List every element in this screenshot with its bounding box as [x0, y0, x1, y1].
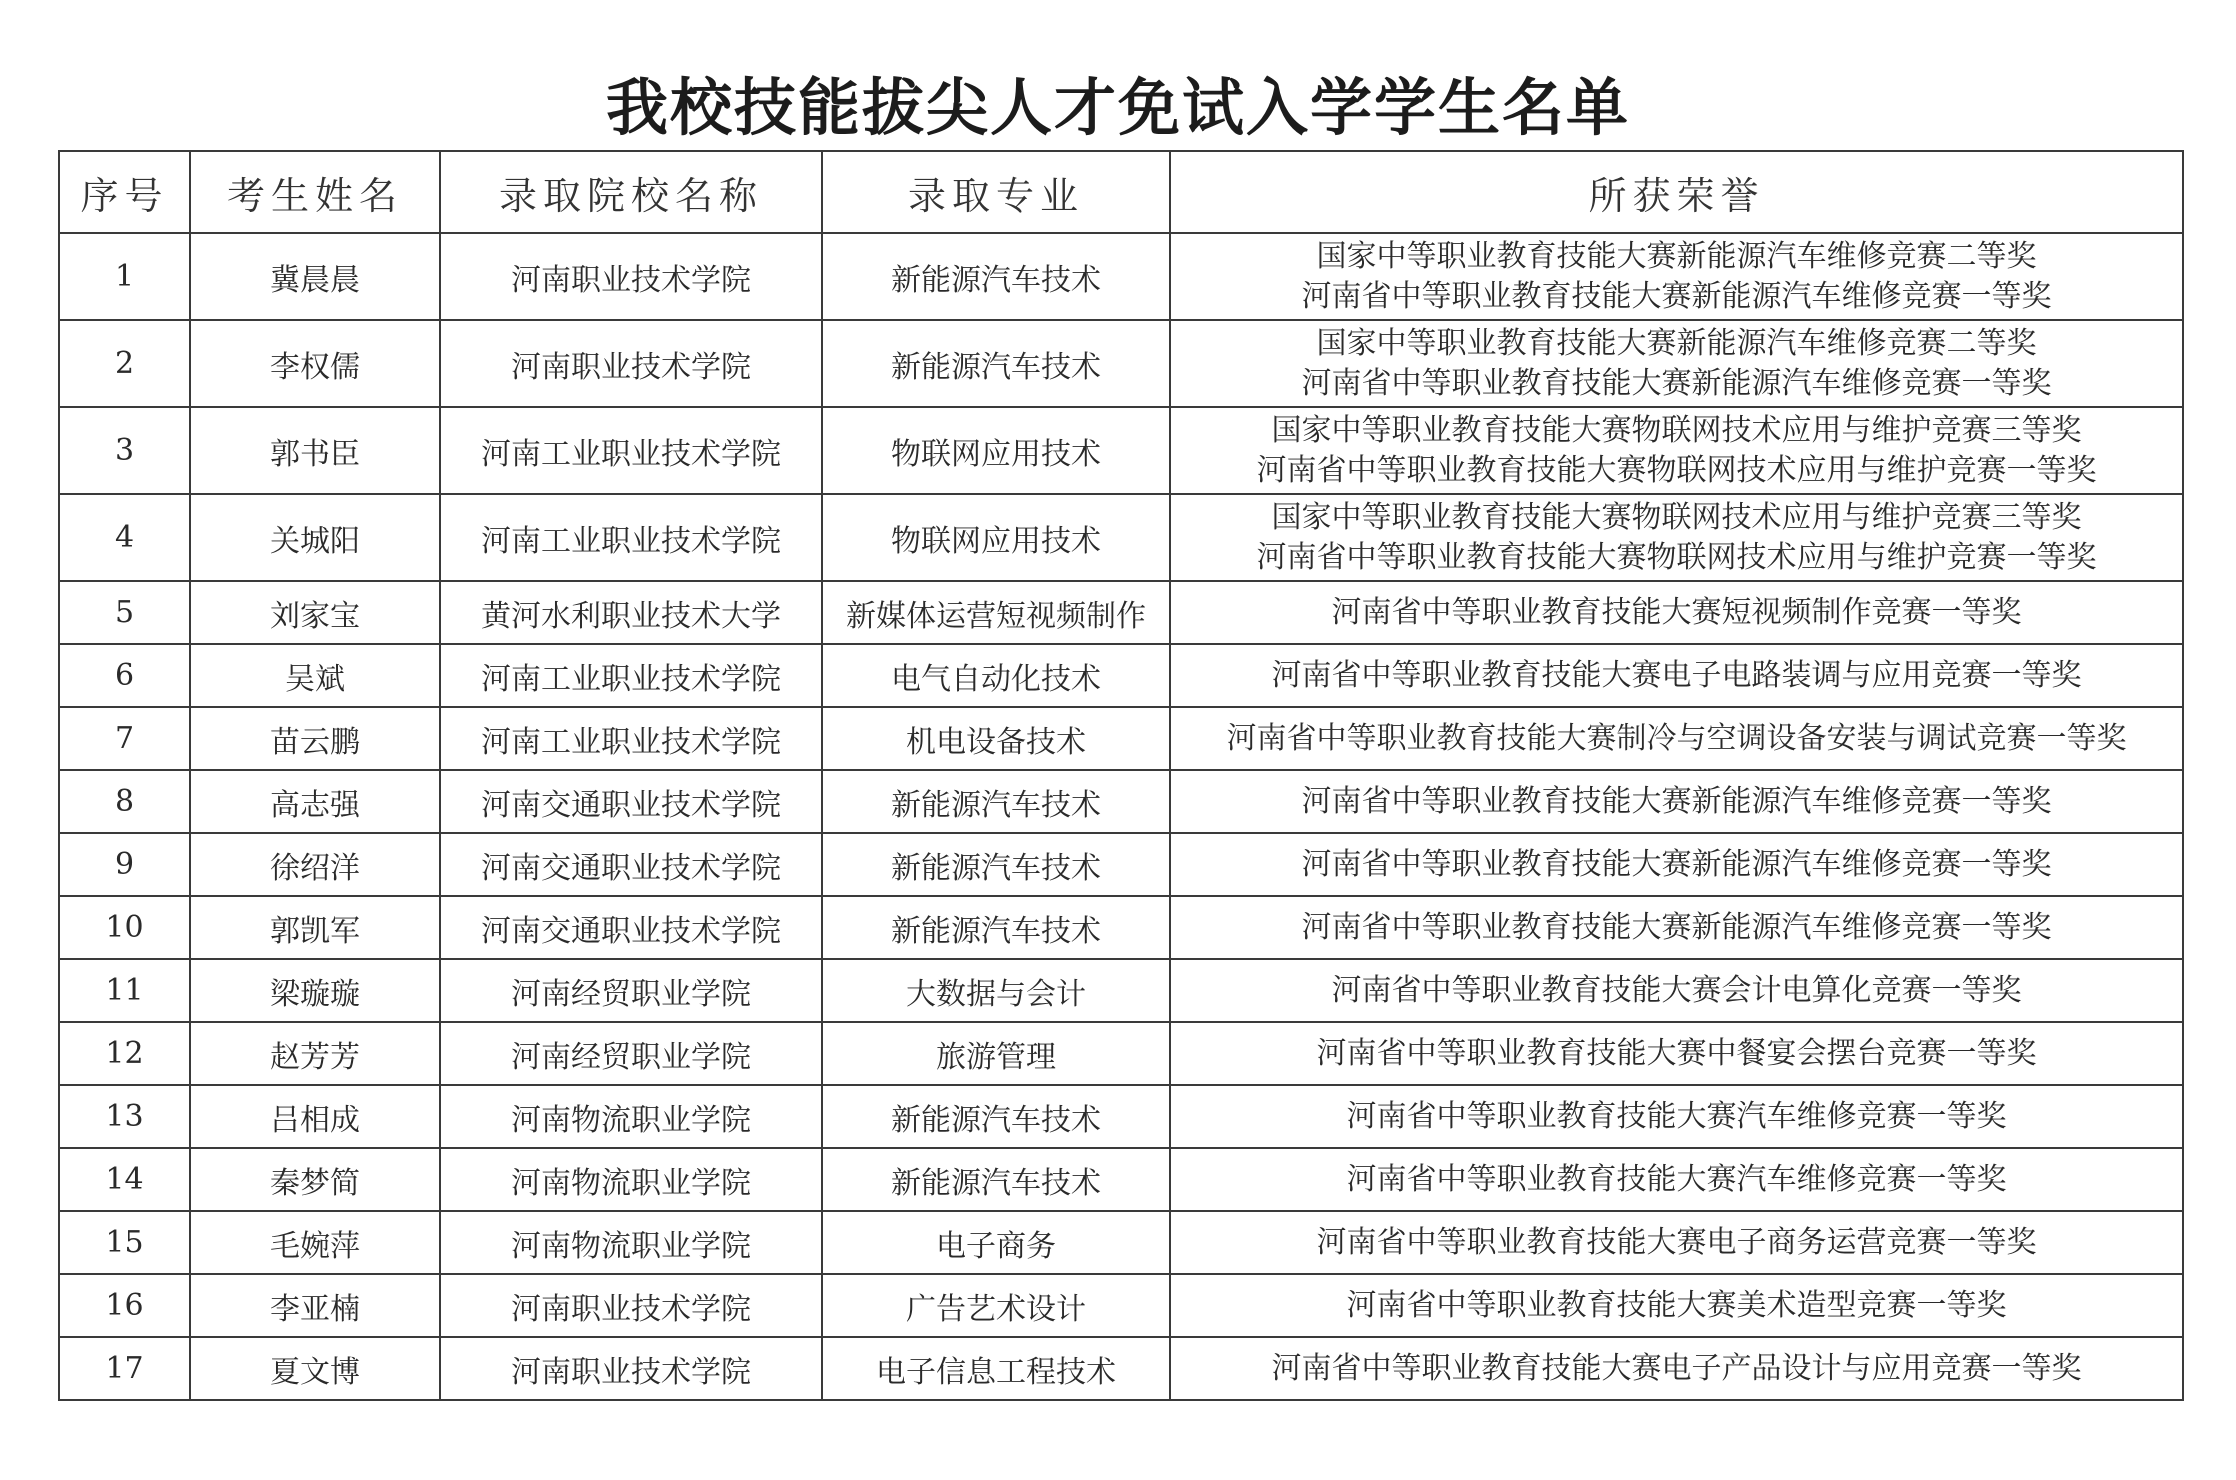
- cell-number: 7: [59, 707, 190, 770]
- cell-school: 河南经贸职业学院: [440, 1022, 822, 1085]
- page-title: 我校技能拔尖人才免试入学学生名单: [605, 71, 1630, 144]
- cell-number: 9: [59, 833, 190, 896]
- cell-major: 大数据与会计: [822, 959, 1170, 1022]
- cell-student-name: 郭书臣: [190, 407, 440, 494]
- cell-major: 新媒体运营短视频制作: [822, 581, 1170, 644]
- column-header-name: 考生姓名: [190, 151, 440, 233]
- cell-school: 河南职业技术学院: [440, 233, 822, 320]
- honor-line: 河南省中等职业教育技能大赛新能源汽车维修竞赛一等奖: [1301, 909, 2052, 945]
- cell-student-name: 李亚楠: [190, 1274, 440, 1337]
- cell-student-name: 冀晨晨: [190, 233, 440, 320]
- cell-school: 河南物流职业学院: [440, 1148, 822, 1211]
- cell-honors: [1170, 320, 2183, 407]
- honor-line: 河南省中等职业教育技能大赛新能源汽车维修竞赛一等奖: [1301, 783, 2052, 819]
- honor-line: 河南省中等职业教育技能大赛短视频制作竞赛一等奖: [1331, 594, 2022, 630]
- cell-student-name: 郭凯军: [190, 896, 440, 959]
- cell-major: 新能源汽车技术: [822, 1085, 1170, 1148]
- cell-number: 5: [59, 581, 190, 644]
- table-row: [59, 1022, 2183, 1085]
- cell-major: 电气自动化技术: [822, 644, 1170, 707]
- cell-major: 广告艺术设计: [822, 1274, 1170, 1337]
- cell-honors: [1170, 770, 2183, 833]
- honor-line: 国家中等职业教育技能大赛物联网技术应用与维护竞赛三等奖: [1271, 412, 2082, 448]
- cell-honors: [1170, 833, 2183, 896]
- cell-school: 河南交通职业技术学院: [440, 833, 822, 896]
- cell-student-name: 梁璇璇: [190, 959, 440, 1022]
- honor-line: 河南省中等职业教育技能大赛新能源汽车维修竞赛一等奖: [1301, 278, 2052, 314]
- honor-line: 河南省中等职业教育技能大赛制冷与空调设备安装与调试竞赛一等奖: [1226, 720, 2127, 756]
- cell-number: 8: [59, 770, 190, 833]
- cell-major: 新能源汽车技术: [822, 1148, 1170, 1211]
- table-row: [59, 1211, 2183, 1274]
- cell-school: 河南经贸职业学院: [440, 959, 822, 1022]
- cell-honors: [1170, 1085, 2183, 1148]
- cell-number: 12: [59, 1022, 190, 1085]
- cell-number: 1: [59, 233, 190, 320]
- table-row: [59, 494, 2183, 581]
- cell-major: 新能源汽车技术: [822, 320, 1170, 407]
- cell-school: 河南工业职业技术学院: [440, 707, 822, 770]
- column-header-honors: 所获荣誉: [1170, 151, 2183, 233]
- column-header-number: 序号: [59, 151, 190, 233]
- cell-school: 河南工业职业技术学院: [440, 407, 822, 494]
- honor-line: 国家中等职业教育技能大赛物联网技术应用与维护竞赛三等奖: [1271, 499, 2082, 535]
- table-row: [59, 1274, 2183, 1337]
- cell-student-name: 夏文博: [190, 1337, 440, 1400]
- cell-student-name: 赵芳芳: [190, 1022, 440, 1085]
- cell-honors: [1170, 1148, 2183, 1211]
- cell-major: 新能源汽车技术: [822, 833, 1170, 896]
- honor-line: 河南省中等职业教育技能大赛新能源汽车维修竞赛一等奖: [1301, 365, 2052, 401]
- honor-line: 河南省中等职业教育技能大赛物联网技术应用与维护竞赛一等奖: [1256, 539, 2097, 575]
- honor-line: 国家中等职业教育技能大赛新能源汽车维修竞赛二等奖: [1316, 238, 2037, 274]
- honor-line: 河南省中等职业教育技能大赛物联网技术应用与维护竞赛一等奖: [1256, 452, 2097, 488]
- cell-major: 物联网应用技术: [822, 494, 1170, 581]
- cell-number: 10: [59, 896, 190, 959]
- cell-student-name: 高志强: [190, 770, 440, 833]
- table-row: [59, 1337, 2183, 1400]
- table-row: [59, 959, 2183, 1022]
- cell-student-name: 刘家宝: [190, 581, 440, 644]
- cell-school: 河南物流职业学院: [440, 1085, 822, 1148]
- cell-school: 河南工业职业技术学院: [440, 644, 822, 707]
- cell-student-name: 苗云鹏: [190, 707, 440, 770]
- cell-number: 11: [59, 959, 190, 1022]
- cell-major: 电子商务: [822, 1211, 1170, 1274]
- table-row: [59, 233, 2183, 320]
- cell-honors: [1170, 1211, 2183, 1274]
- table-row: [59, 896, 2183, 959]
- honor-line: 河南省中等职业教育技能大赛电子商务运营竞赛一等奖: [1316, 1224, 2037, 1260]
- cell-school: 河南交通职业技术学院: [440, 770, 822, 833]
- table-row: [59, 833, 2183, 896]
- cell-honors: [1170, 494, 2183, 581]
- column-header-school: 录取院校名称: [440, 151, 822, 233]
- honor-line: 河南省中等职业教育技能大赛电子电路装调与应用竞赛一等奖: [1271, 657, 2082, 693]
- cell-student-name: 毛婉萍: [190, 1211, 440, 1274]
- cell-number: 15: [59, 1211, 190, 1274]
- student-list-table: [58, 150, 2184, 1401]
- cell-major: 新能源汽车技术: [822, 770, 1170, 833]
- cell-honors: [1170, 407, 2183, 494]
- cell-school: 河南物流职业学院: [440, 1211, 822, 1274]
- cell-school: 河南职业技术学院: [440, 1274, 822, 1337]
- table-row: [59, 1148, 2183, 1211]
- cell-number: 3: [59, 407, 190, 494]
- table-row: [59, 644, 2183, 707]
- table-header-row: [59, 151, 2183, 233]
- cell-student-name: 李权儒: [190, 320, 440, 407]
- cell-honors: [1170, 896, 2183, 959]
- cell-student-name: 关城阳: [190, 494, 440, 581]
- cell-major: 电子信息工程技术: [822, 1337, 1170, 1400]
- table-row: [59, 320, 2183, 407]
- table-row: [59, 1085, 2183, 1148]
- cell-student-name: 吴斌: [190, 644, 440, 707]
- cell-number: 2: [59, 320, 190, 407]
- honor-line: 河南省中等职业教育技能大赛美术造型竞赛一等奖: [1346, 1287, 2007, 1323]
- cell-major: 机电设备技术: [822, 707, 1170, 770]
- honor-line: 河南省中等职业教育技能大赛会计电算化竞赛一等奖: [1331, 972, 2022, 1008]
- honor-line: 河南省中等职业教育技能大赛中餐宴会摆台竞赛一等奖: [1316, 1035, 2037, 1071]
- cell-major: 旅游管理: [822, 1022, 1170, 1085]
- honor-line: 河南省中等职业教育技能大赛新能源汽车维修竞赛一等奖: [1301, 846, 2052, 882]
- cell-number: 13: [59, 1085, 190, 1148]
- table-row: [59, 581, 2183, 644]
- cell-honors: [1170, 707, 2183, 770]
- table-row: [59, 770, 2183, 833]
- cell-honors: [1170, 1022, 2183, 1085]
- cell-school: 黄河水利职业技术大学: [440, 581, 822, 644]
- cell-number: 14: [59, 1148, 190, 1211]
- column-header-major: 录取专业: [822, 151, 1170, 233]
- cell-school: 河南工业职业技术学院: [440, 494, 822, 581]
- cell-number: 6: [59, 644, 190, 707]
- cell-number: 17: [59, 1337, 190, 1400]
- honor-line: 河南省中等职业教育技能大赛电子产品设计与应用竞赛一等奖: [1271, 1350, 2082, 1386]
- cell-student-name: 吕相成: [190, 1085, 440, 1148]
- table-row: [59, 407, 2183, 494]
- cell-honors: [1170, 1274, 2183, 1337]
- honor-line: 河南省中等职业教育技能大赛汽车维修竞赛一等奖: [1346, 1098, 2007, 1134]
- cell-major: 物联网应用技术: [822, 407, 1170, 494]
- cell-school: 河南交通职业技术学院: [440, 896, 822, 959]
- cell-school: 河南职业技术学院: [440, 320, 822, 407]
- cell-major: 新能源汽车技术: [822, 896, 1170, 959]
- cell-honors: [1170, 644, 2183, 707]
- cell-school: 河南职业技术学院: [440, 1337, 822, 1400]
- honor-line: 河南省中等职业教育技能大赛汽车维修竞赛一等奖: [1346, 1161, 2007, 1197]
- cell-number: 4: [59, 494, 190, 581]
- cell-honors: [1170, 959, 2183, 1022]
- honor-line: 国家中等职业教育技能大赛新能源汽车维修竞赛二等奖: [1316, 325, 2037, 361]
- cell-major: 新能源汽车技术: [822, 233, 1170, 320]
- table-row: [59, 707, 2183, 770]
- cell-student-name: 秦梦简: [190, 1148, 440, 1211]
- cell-honors: [1170, 1337, 2183, 1400]
- cell-honors: [1170, 581, 2183, 644]
- table-body: [59, 233, 2183, 1400]
- cell-student-name: 徐绍洋: [190, 833, 440, 896]
- cell-honors: [1170, 233, 2183, 320]
- cell-number: 16: [59, 1274, 190, 1337]
